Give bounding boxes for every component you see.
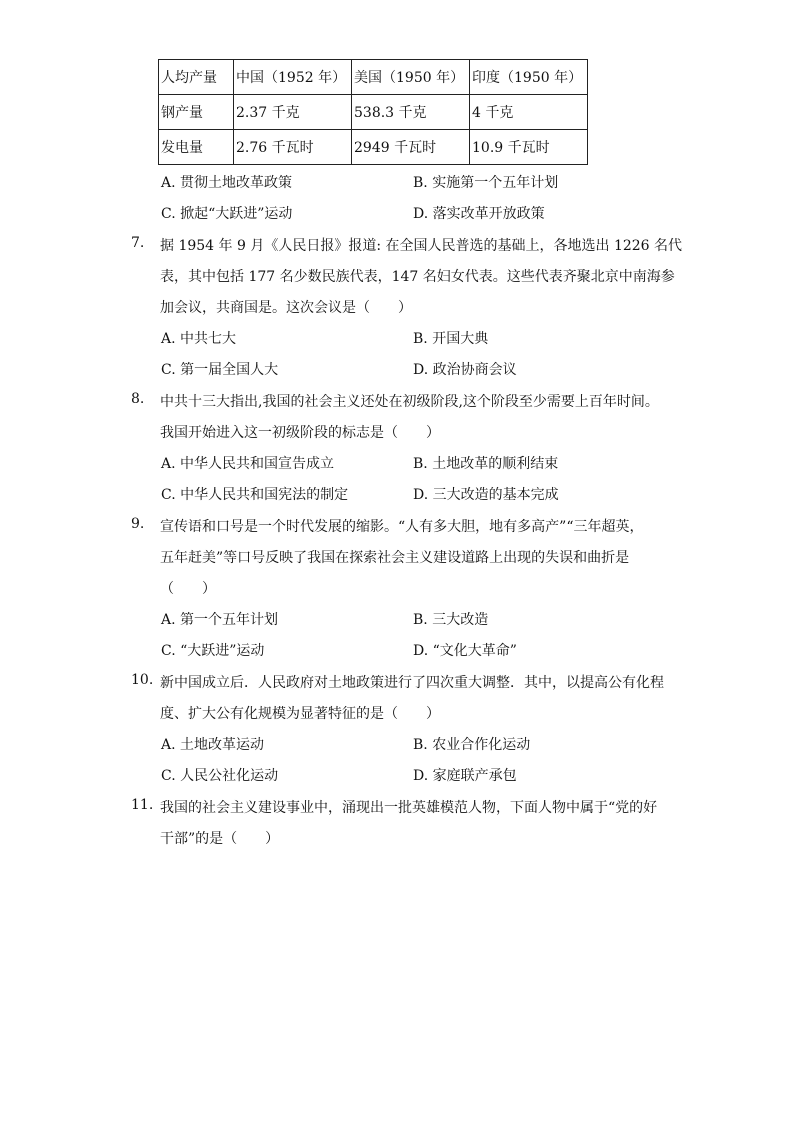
table-cell: 2.76 千瓦时 <box>234 130 352 165</box>
q7-option-c: C. 第一届全国人大 <box>161 362 279 378</box>
q9-option-a: A. 第一个五年计划 <box>161 612 279 628</box>
q11-stem-line: 干部”的是（ ） <box>160 831 280 847</box>
q7-stem-line: 表，其中包括 177 名少数民族代表，147 名妇女代表。这些代表齐聚北京中南海参 <box>160 269 675 285</box>
table-row <box>159 130 588 165</box>
q10-stem-line: 度、扩大公有化规模为显著特征的是（ ） <box>160 706 440 722</box>
table-header-cell: 中国（1952 年） <box>234 60 352 95</box>
q7-stem-line: 加会议，共商国是。这次会议是（ ） <box>160 300 412 316</box>
q6-option-d: D. 落实改革开放政策 <box>413 206 545 222</box>
table-cell: 钢产量 <box>159 95 234 130</box>
q8-option-c: C. 中华人民共和国宪法的制定 <box>161 487 349 503</box>
q9-option-c: C. “大跃进”运动 <box>161 643 265 659</box>
q9-number: 9. <box>131 516 145 532</box>
table-cell: 2949 千瓦时 <box>352 130 470 165</box>
table-header-cell: 印度（1950 年） <box>470 60 588 95</box>
q11-number: 11. <box>131 797 154 813</box>
q7-option-b: B. 开国大典 <box>413 331 489 347</box>
q8-option-d: D. 三大改造的基本完成 <box>413 487 559 503</box>
q7-stem-line: 据 1954 年 9 月《人民日报》报道: 在全国人民普选的基础上，各地选出 1226 名代 <box>160 238 683 254</box>
table-cell: 4 千克 <box>470 95 588 130</box>
q10-option-a: A. 土地改革运动 <box>161 737 265 753</box>
q9-option-d: D. “文化大革命” <box>413 643 517 659</box>
q6-option-b: B. 实施第一个五年计划 <box>413 175 559 191</box>
q11-stem-line: 我国的社会主义建设事业中，涌现出一批英雄模范人物，下面人物中属于“党的好 <box>160 800 658 816</box>
table-cell: 2.37 千克 <box>234 95 352 130</box>
q8-stem-line: 我国开始进入这一初级阶段的标志是（ ） <box>160 425 440 441</box>
q7-number: 7. <box>131 235 145 251</box>
q10-option-d: D. 家庭联产承包 <box>413 768 517 784</box>
q10-option-c: C. 人民公社化运动 <box>161 768 279 784</box>
table-cell: 发电量 <box>159 130 234 165</box>
q9-stem-line: （ ） <box>160 581 216 597</box>
table-row <box>159 95 588 130</box>
table-header-cell: 人均产量 <box>159 60 234 95</box>
q8-option-b: B. 土地改革的顺利结束 <box>413 456 559 472</box>
q10-option-b: B. 农业合作化运动 <box>413 737 531 753</box>
q6-option-c: C. 掀起“大跃进”运动 <box>161 206 293 222</box>
q7-option-a: A. 中共七大 <box>161 331 237 347</box>
q9-stem-line: 五年赶美”等口号反映了我国在探索社会主义建设道路上出现的失误和曲折是 <box>160 550 630 566</box>
q10-stem-line: 新中国成立后．人民政府对土地政策进行了四次重大调整．其中，以提高公有化程 <box>160 675 664 691</box>
table-cell: 538.3 千克 <box>352 95 470 130</box>
q8-stem-line: 中共十三大指出,我国的社会主义还处在初级阶段,这个阶段至少需要上百年时间。 <box>160 394 659 410</box>
q6-option-a: A. 贯彻土地改革政策 <box>161 175 293 191</box>
production-comparison-table <box>158 59 588 165</box>
q9-option-b: B. 三大改造 <box>413 612 489 628</box>
q9-stem-line: 宣传语和口号是一个时代发展的缩影。“人有多大胆，地有多高产”“三年超英， <box>160 519 644 535</box>
table-header-row <box>159 60 588 95</box>
q7-option-d: D. 政治协商会议 <box>413 362 517 378</box>
q8-number: 8. <box>131 391 145 407</box>
q10-number: 10. <box>131 672 154 688</box>
q8-option-a: A. 中华人民共和国宣告成立 <box>161 456 335 472</box>
table-header-cell: 美国（1950 年） <box>352 60 470 95</box>
table-cell: 10.9 千瓦时 <box>470 130 588 165</box>
